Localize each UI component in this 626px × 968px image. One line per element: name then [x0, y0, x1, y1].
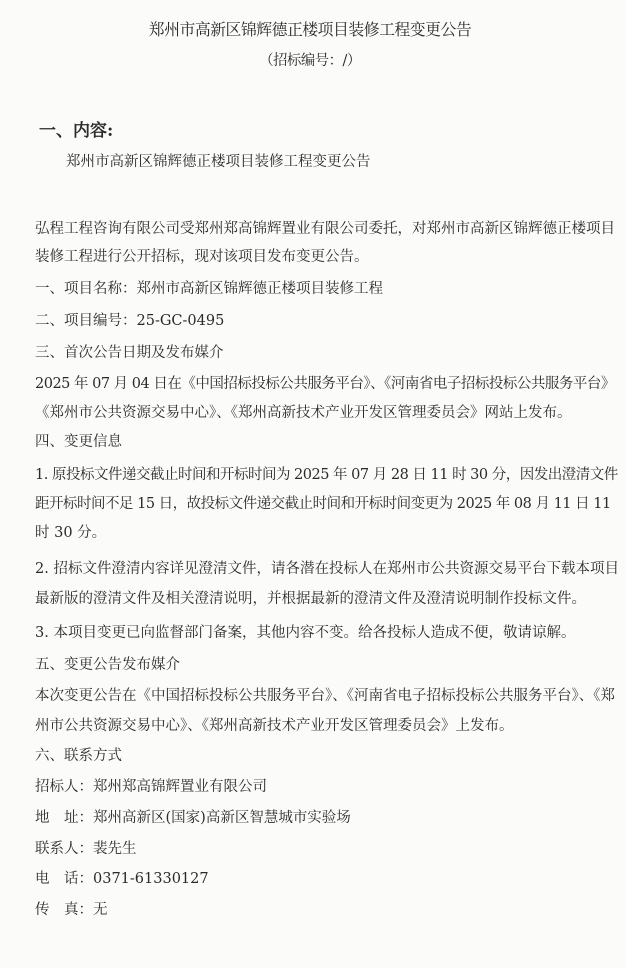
first-notice-line-1: 2025 年 07 月 04 日在《中国招标投标公共服务平台》、《河南省电子招标投标公共服务平台》 — [35, 376, 615, 392]
change-2-line-1: 2. 招标文件澄清内容详见澄清文件，请各潜在投标人在郑州市公共资源交易平台下载本项目 — [35, 561, 619, 577]
change-2-line-2: 最新版的澄清文件及相关澄清说明，并根据最新的澄清文件及澄清说明制作投标文件。 — [35, 591, 586, 607]
project-number: 二、项目编号：25-GC-0495 — [35, 313, 225, 329]
intro-line-2: 装修工程进行公开招标，现对该项目发布变更公告。 — [35, 249, 369, 265]
section-change-info: 四、变更信息 — [35, 434, 122, 450]
change-1-line-2: 距开标时间不足 15 日，故投标文件递交截止时间和开标时间变更为 2025 年 08 月 11 日 11 — [35, 496, 611, 512]
first-notice-line-2: 《郑州市公共资源交易中心》、《郑州高新技术产业开发区管理委员会》网站上发布。 — [35, 405, 572, 421]
media-line-2: 州市公共资源交易中心》、《郑州高新技术产业开发区管理委员会》上发布。 — [35, 718, 514, 734]
media-line-1: 本次变更公告在《中国招标投标公共服务平台》、《河南省电子招标投标公共服务平台》、《郑 — [35, 688, 615, 704]
contact-fax: 传 真：无 — [35, 902, 108, 918]
notice-title: 郑州市高新区锦辉德正楼项目装修工程变更公告 — [148, 20, 472, 39]
section-media: 五、变更公告发布媒介 — [35, 657, 180, 673]
bid-number-line: （招标编号：/） — [259, 53, 361, 69]
content-heading: 一、内容: — [39, 121, 114, 141]
change-1-line-1: 1. 原投标文件递交截止时间和开标时间为 2025 年 07 月 28 日 11 时 30 分，因发出澄清文件 — [35, 467, 618, 483]
contact-address: 地 址：郑州高新区(国家)高新区智慧城市实验场 — [35, 810, 351, 826]
project-name: 一、项目名称：郑州市高新区锦辉德正楼项目装修工程 — [35, 281, 383, 297]
notice-subject: 郑州市高新区锦辉德正楼项目装修工程变更公告 — [66, 154, 371, 170]
change-3: 3. 本项目变更已向监督部门备案，其他内容不变。给各投标人造成不便，敬请谅解。 — [35, 625, 576, 641]
contact-tenderer: 招标人：郑州郑高锦辉置业有限公司 — [35, 779, 267, 795]
section-first-notice: 三、首次公告日期及发布媒介 — [35, 345, 224, 361]
change-1-line-3: 时 30 分。 — [35, 525, 107, 541]
contact-phone: 电 话：0371-61330127 — [35, 871, 209, 887]
intro-line-1: 弘程工程咨询有限公司受郑州郑高锦辉置业有限公司委托，对郑州市高新区锦辉德正楼项目 — [35, 221, 615, 237]
section-contact: 六、联系方式 — [35, 748, 122, 764]
contact-person: 联系人：裴先生 — [35, 841, 137, 857]
